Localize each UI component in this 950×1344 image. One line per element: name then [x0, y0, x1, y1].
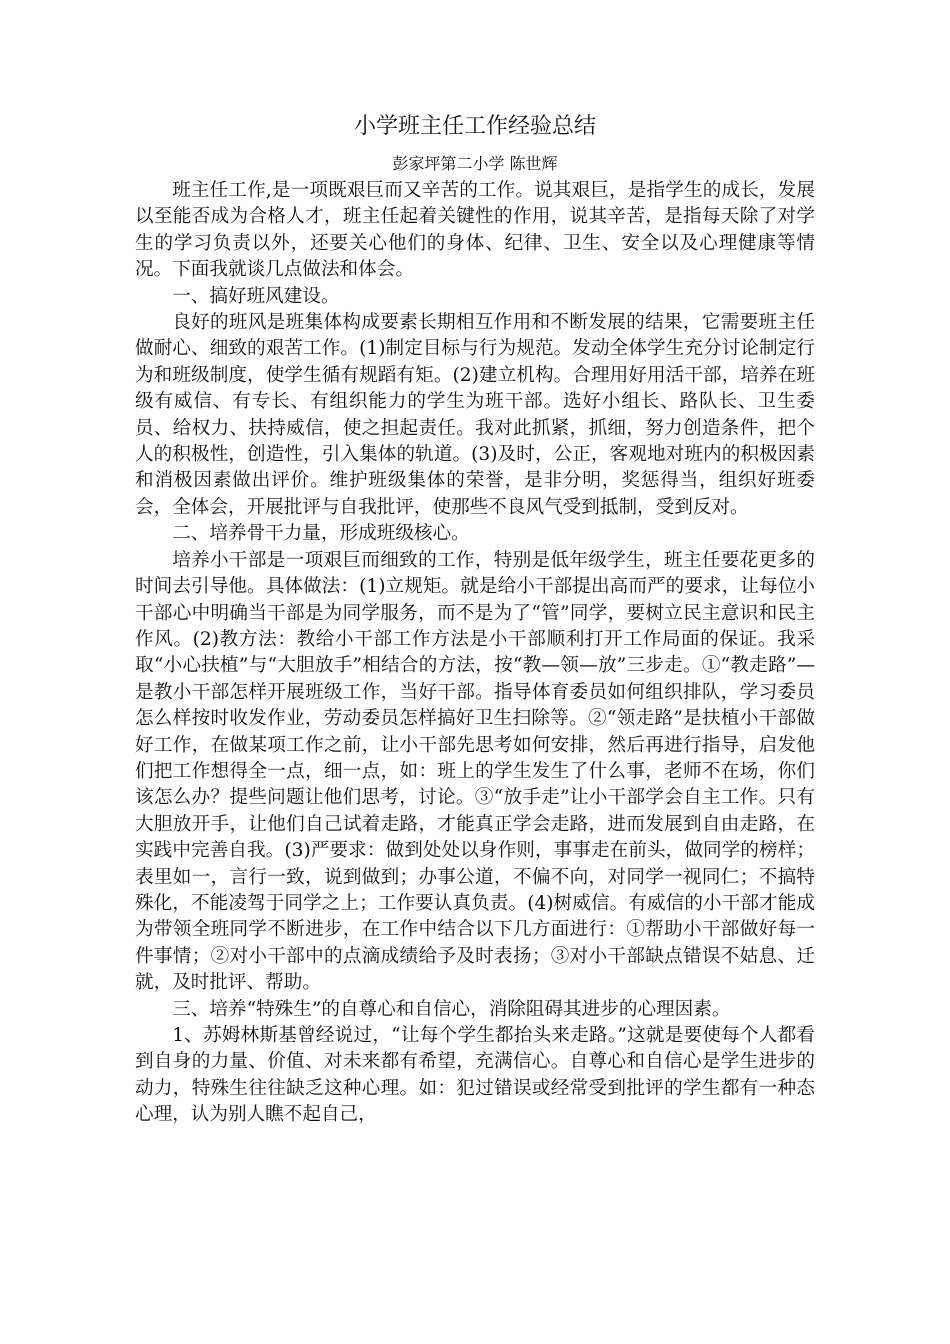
paragraph-section-1: 良好的班风是班集体构成要素长期相互作用和不断发展的结果，它需要班主任做耐心、细致的艰苦工作。(1)制定目标与行为规范。发动全体学生充分讨论制定行为和班级制度，使学生循有规蹈有矩。(2)建立机构。合理用好用活干部，培养在班级有威信、有专长、有组织能力的学生为班干部。选好小组长、路队长、卫生委员、给权力、扶持威信，使之担起责任。我对此抓紧，抓细，努力创造条件，把个人的积极性，创造性，引入集体的轨道。(3)及时，公正，客观地对班内的积极因素和消极因素做出评价。维护班级集体的荣誉，是非分明，奖惩得当，组织好班委会，全体会，开展批评与自我批评，使那些不良风气受到抵制，受到反对。: [135, 312, 815, 518]
paragraph-intro: 班主任工作,是一项既艰巨而又辛苦的工作。说其艰巨，是指学生的成长，发展以至能否成为合格人才，班主任起着关键性的作用，说其辛苦，是指每天除了对学生的学习负责以外，还要关心他们的身体、纪律、卫生、安全以及心理健康等情况。下面我就谈几点做法和体会。: [135, 180, 815, 281]
section-heading-2: 二、培养骨干力量，形成班级核心。: [172, 523, 470, 545]
paragraph-section-2: 培养小干部是一项艰巨而细致的工作，特别是低年级学生，班主任要花更多的时间去引导他。具体做法：(1)立规矩。就是给小干部提出高而严的要求，让每位小干部心中明确当干部是为同学服务，而不是为了“管”同学，要树立民主意识和民主作风。(2)教方法：教给小干部工作方法是小干部顺利打开工作局面的保证。我采取“小心扶植”与“大胆放手”相结合的方法，按“教—领—放”三步走。①“教走路”—是教小干部怎样开展班级工作，当好干部。指导体育委员如何组织排队，学习委员怎么样按时收发作业，劳动委员怎样搞好卫生扫除等。②“领走路”是扶植小干部做好工作，在做某项工作之前，让小干部先思考如何安排，然后再进行指导，启发他们把工作想得全一点，细一点，如：班上的学生发生了什么事，老师不在场，你们该怎么办？提些问题让他们思考，讨论。③“放手走”让小干部学会自主工作。只有大胆放开手，让他们自己试着走路，才能真正学会走路，进而发展到自由走路，在实践中完善自我。(3)严要求：做到处处以身作则，事事走在前头，做同学的榜样；表里如一，言行一致，说到做到；办事公道，不偏不向，对同学一视同仁；不搞特殊化，不能凌驾于同学之上；工作要认真负责。(4)树威信。有威信的小干部才能成为带领全班同学不断进步，在工作中结合以下几方面进行：①帮助小干部做好每一件事情；②对小干部中的点滴成绩给予及时表扬；③对小干部缺点错误不姑息、迁就，及时批评、帮助。: [135, 549, 815, 994]
section-heading-1: 一、搞好班风建设。: [172, 285, 340, 307]
document-title: 小学班主任工作经验总结: [353, 114, 596, 139]
section-heading-3: 三、培养“特殊生”的自尊心和自信心，消除阻碍其进步的心理因素。: [172, 998, 731, 1020]
document-page: [135, 112, 815, 1129]
document-author: 彭家坪第二小学 陈世辉: [392, 154, 558, 173]
paragraph-section-3-item-1: 1、苏姆林斯基曾经说过，“让每个学生都抬头来走路。”这就是要使每个人都看到自身的力量、价值、对未来都有希望，充满信心。自尊心和自信心是学生进步的动力，特殊生往往缺乏这种心理。如：犯过错误或经常受到批评的学生都有一种态心理，认为别人瞧不起自己，: [135, 1025, 815, 1126]
